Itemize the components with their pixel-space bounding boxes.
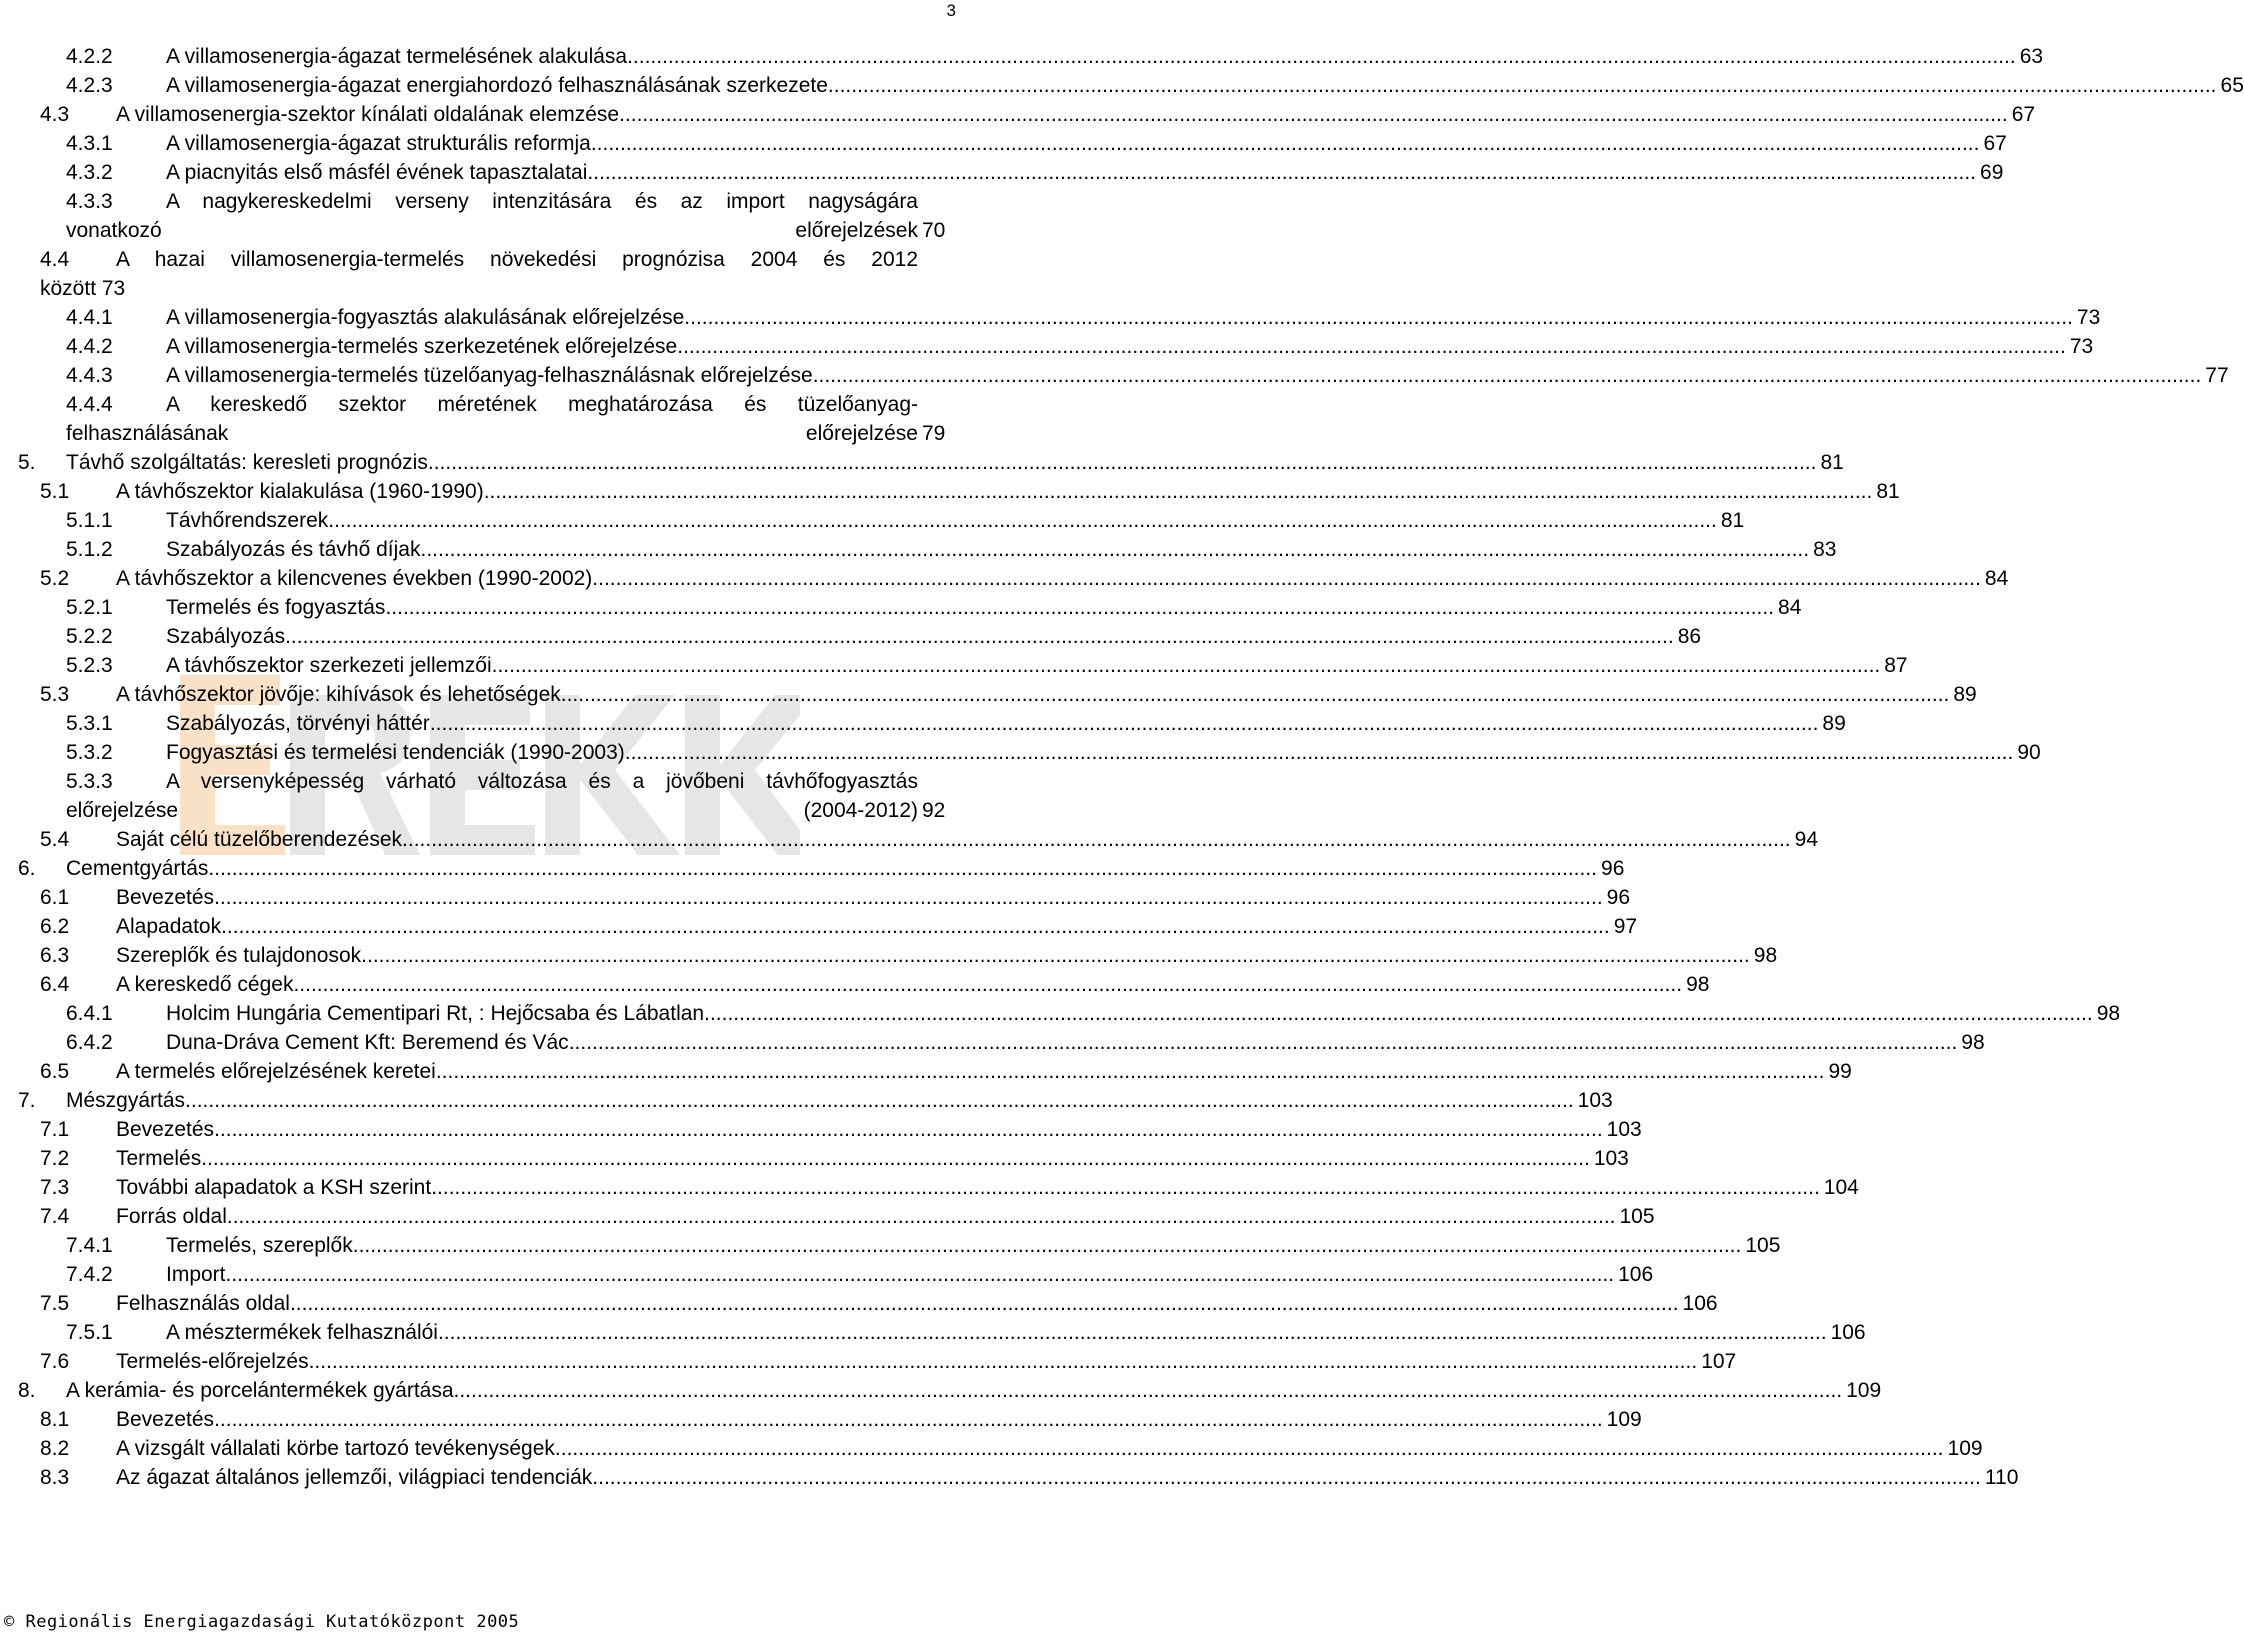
toc-entry-title: A távhőszektor a kilencvenes években (1990-2002) <box>116 567 593 590</box>
toc-entry-line <box>166 535 1837 564</box>
toc-leader-dots: .............................................................................................................................................................................................................................................. <box>226 1205 1616 1228</box>
toc-entry-line <box>66 448 1844 477</box>
toc-entry-title: Távhő szolgáltatás: keresleti prognózis <box>66 451 428 474</box>
toc-leader-dots: .............................................................................................................................................................................................................................................. <box>437 1321 1827 1344</box>
toc-entry-number: 4.4.2 <box>66 335 113 358</box>
toc-entry-page: 110 <box>1984 1466 2019 1489</box>
toc-entry-number: 5.2.2 <box>66 625 113 648</box>
toc-entry-title: Távhőrendszerek <box>166 509 329 532</box>
toc-entry-page: 73 <box>2076 306 2101 329</box>
toc-entry[interactable] <box>0 477 1900 506</box>
toc-entry-page: 89 <box>1822 712 1846 735</box>
toc-entry-line <box>166 1260 1654 1289</box>
toc-entry-title: Forrás oldal <box>116 1205 227 1228</box>
toc-entry[interactable] <box>0 1376 1882 1405</box>
toc-entry-number: 6.3 <box>40 944 70 967</box>
toc-entry-line <box>116 970 1710 999</box>
toc-entry-page: 83 <box>1813 538 1837 561</box>
toc-entry-page: 73 <box>2069 335 2094 358</box>
toc-entry-number: 5. <box>18 451 36 474</box>
toc-entry-line <box>116 477 1900 506</box>
toc-leader-dots: .............................................................................................................................................................................................................................................. <box>592 1466 1981 1489</box>
toc-leader-dots: .............................................................................................................................................................................................................................................. <box>590 132 1980 155</box>
toc-entry[interactable] <box>0 100 2036 129</box>
toc-entry-line <box>116 941 1778 970</box>
toc-entry-page: 103 <box>1593 1147 1629 1170</box>
toc-entry[interactable] <box>0 767 960 825</box>
toc-entry-page: 81 <box>1820 451 1844 474</box>
toc-entry-title: A villamosenergia-szektor kínálati oldalának elemzése <box>116 103 620 126</box>
toc-leader-dots: .............................................................................................................................................................................................................................................. <box>225 1263 1615 1286</box>
toc-entry-title: Szabályozás és távhő díjak <box>166 538 421 561</box>
toc-entry-page: 109 <box>1947 1437 1983 1460</box>
toc-entry-number: 6.4 <box>40 973 70 996</box>
toc-entry-line <box>166 709 1846 738</box>
toc-leader-dots: .............................................................................................................................................................................................................................................. <box>293 973 1683 996</box>
toc-leader-dots: .............................................................................................................................................................................................................................................. <box>214 1408 1603 1431</box>
toc-entry[interactable] <box>0 535 1837 564</box>
toc-entry-line <box>116 1347 1737 1376</box>
toc-entry[interactable] <box>0 1260 1654 1289</box>
toc-entry-continuation-line <box>40 274 125 303</box>
toc-entry-continuation-line <box>66 796 946 825</box>
toc-entry-line <box>166 158 2004 187</box>
toc-entry-line <box>166 767 918 796</box>
toc-entry-number: 4.4.3 <box>66 364 113 387</box>
toc-entry-page: 89 <box>1953 683 1977 706</box>
toc-entry-number: 6. <box>18 857 36 880</box>
toc-entry[interactable] <box>0 651 1908 680</box>
toc-entry-title: Az ágazat általános jellemzői, világpiaci tendenciák <box>116 1466 593 1489</box>
toc-entry-number: 7.6 <box>40 1350 70 1373</box>
toc-entry-continuation-line <box>66 216 946 245</box>
toc-entry-page: 92 <box>922 799 946 822</box>
toc-entry-line <box>166 1231 1781 1260</box>
toc-entry-page: 69 <box>1980 161 2004 184</box>
toc-entry[interactable] <box>0 1405 1642 1434</box>
toc-entry-title: A hazai villamosenergia-termelés növekedési prognózisa 2004 és 2012 <box>116 248 918 271</box>
toc-leader-dots: .............................................................................................................................................................................................................................................. <box>491 654 1881 677</box>
toc-leader-dots: .............................................................................................................................................................................................................................................. <box>435 1060 1825 1083</box>
toc-entry-line <box>66 854 1625 883</box>
toc-entry-line <box>166 71 2244 100</box>
toc-entry-page: 106 <box>1682 1292 1718 1315</box>
toc-entry-page: 94 <box>1794 828 1818 851</box>
toc-entry-title: Termelés-előrejelzés <box>116 1350 309 1373</box>
toc-entry-line <box>116 912 1638 941</box>
toc-entry-title: A termelés előrejelzésének keretei <box>116 1060 436 1083</box>
toc-entry-number: 7.4.2 <box>66 1263 113 1286</box>
toc-entry-title: A távhőszektor szerkezeti jellemzői <box>166 654 492 677</box>
toc-entry-number: 4.2.3 <box>66 74 113 97</box>
toc-entry[interactable] <box>0 854 1625 883</box>
toc-entry[interactable] <box>0 883 1631 912</box>
toc-entry-line <box>66 1376 1882 1405</box>
toc-entry-line <box>166 303 2101 332</box>
toc-entry-title: A villamosenergia-fogyasztás alakulásának előrejelzése <box>166 306 685 329</box>
toc-entry-page: 103 <box>1577 1089 1613 1112</box>
toc-leader-dots: .............................................................................................................................................................................................................................................. <box>201 1147 1590 1170</box>
toc-leader-dots: .............................................................................................................................................................................................................................................. <box>214 1118 1603 1141</box>
toc-leader-dots: .............................................................................................................................................................................................................................................. <box>308 1350 1698 1373</box>
toc-entry-line <box>166 506 1745 535</box>
toc-entry-number: 6.5 <box>40 1060 70 1083</box>
toc-entry-title: A távhőszektor kialakulása (1960-1990) <box>116 480 484 503</box>
toc-leader-dots: .............................................................................................................................................................................................................................................. <box>289 1292 1679 1315</box>
toc-leader-dots: .............................................................................................................................................................................................................................................. <box>568 1031 1958 1054</box>
toc-entry[interactable] <box>0 1434 1983 1463</box>
toc-leader-dots: .............................................................................................................................................................................................................................................. <box>453 1379 1843 1402</box>
toc-entry-page: 70 <box>922 219 946 242</box>
toc-entry-line <box>166 622 1702 651</box>
toc-entry-page: 98 <box>2096 1002 2121 1025</box>
toc-entry-title: A kerámia- és porcelántermékek gyártása <box>66 1379 454 1402</box>
toc-leader-dots: .............................................................................................................................................................................................................................................. <box>587 161 1977 184</box>
toc-entry-page: 63 <box>2019 45 2044 68</box>
toc-entry-page: 109 <box>1606 1408 1642 1431</box>
toc-entry-title: A villamosenergia-termelés tüzelőanyag-felhasználásnak előrejelzése <box>166 364 813 387</box>
toc-entry-line <box>166 999 2121 1028</box>
toc-entry-number: 8.3 <box>40 1466 70 1489</box>
toc-entry-page: 90 <box>2017 741 2041 764</box>
footer-copyright: © Regionális Energiagazdasági Kutatóközpont 2005 <box>4 1612 520 1632</box>
toc-entry-title: A mésztermékek felhasználói <box>166 1321 438 1344</box>
toc-entry-title: A kereskedő szektor méretének meghatározása és tüzelőanyag- <box>166 393 918 416</box>
toc-entry-line <box>166 361 2229 390</box>
toc-entry-title: Duna-Dráva Cement Kft: Beremend és Vác <box>166 1031 569 1054</box>
toc-entry-line <box>116 1463 2019 1492</box>
toc-leader-dots: .............................................................................................................................................................................................................................................. <box>704 1002 2093 1025</box>
toc-entry-title: Saját célú tüzelőberendezések <box>116 828 403 851</box>
toc-entry[interactable] <box>0 1231 1781 1260</box>
toc-entry[interactable] <box>0 506 1745 535</box>
toc-leader-dots: .............................................................................................................................................................................................................................................. <box>185 1089 1574 1112</box>
toc-entry[interactable] <box>0 1028 1985 1057</box>
toc-entry-line <box>166 593 1802 622</box>
toc-entry-page: 103 <box>1606 1118 1642 1141</box>
toc-entry-title: Bevezetés <box>116 886 215 909</box>
toc-entry-number: 5.3.2 <box>66 741 113 764</box>
toc-entry-title-continuation: előrejelzése (2004-2012) <box>66 799 918 822</box>
toc-entry-line <box>166 187 918 216</box>
toc-leader-dots: .............................................................................................................................................................................................................................................. <box>431 1176 1820 1199</box>
toc-entry-line <box>116 100 2036 129</box>
toc-entry-page: 105 <box>1745 1234 1781 1257</box>
toc-leader-dots: .............................................................................................................................................................................................................................................. <box>214 886 1603 909</box>
toc-entry-line <box>116 1202 1655 1231</box>
toc-entry-number: 5.3 <box>40 683 70 706</box>
toc-entry-line <box>116 1115 1642 1144</box>
toc-entry-line <box>116 680 1977 709</box>
toc-leader-dots: .............................................................................................................................................................................................................................................. <box>208 857 1598 880</box>
toc-entry-page: 104 <box>1823 1176 1859 1199</box>
toc-leader-dots: .............................................................................................................................................................................................................................................. <box>812 364 2202 387</box>
toc-entry-line <box>116 245 918 274</box>
toc-entry-page: 106 <box>1618 1263 1654 1286</box>
toc-entry-number: 4.3.2 <box>66 161 113 184</box>
toc-entry-page: 98 <box>1686 973 1710 996</box>
toc-leader-dots: .............................................................................................................................................................................................................................................. <box>592 567 1981 590</box>
toc-entry-title-continuation: felhasználásának előrejelzése <box>66 422 918 445</box>
toc-entry-number: 5.2 <box>40 567 70 590</box>
toc-entry-line <box>166 1318 1866 1347</box>
toc-entry-number: 6.4.2 <box>66 1031 113 1054</box>
toc-entry[interactable] <box>0 361 2229 390</box>
toc-entry-number: 4.3.1 <box>66 132 113 155</box>
toc-entry-title: A távhőszektor jövője: kihívások és lehetőségek <box>116 683 561 706</box>
toc-leader-dots: .............................................................................................................................................................................................................................................. <box>624 741 2014 764</box>
toc-leader-dots: .............................................................................................................................................................................................................................................. <box>402 828 1791 851</box>
toc-entry-page: 96 <box>1601 857 1625 880</box>
toc-entry-page: 84 <box>1778 596 1802 619</box>
toc-entry[interactable] <box>0 42 2044 71</box>
toc-entry[interactable] <box>0 1173 1859 1202</box>
toc-entry-page: 86 <box>1677 625 1702 648</box>
toc-entry[interactable] <box>0 1086 1613 1115</box>
toc-entry-line <box>116 1434 1983 1463</box>
toc-entry-number: 5.1.1 <box>66 509 113 532</box>
toc-entry-line <box>166 651 1908 680</box>
toc-entry[interactable] <box>0 680 1977 709</box>
toc-leader-dots: .............................................................................................................................................................................................................................................. <box>352 1234 1742 1257</box>
toc-entry-number: 6.4.1 <box>66 1002 113 1025</box>
toc-entry-title: Felhasználás oldal <box>116 1292 290 1315</box>
toc-entry-number: 5.3.1 <box>66 712 113 735</box>
toc-entry-title: Bevezetés <box>116 1408 215 1431</box>
toc-entry-page: 107 <box>1701 1350 1737 1373</box>
toc-entry-line <box>66 1086 1613 1115</box>
toc-entry-number: 6.1 <box>40 886 70 909</box>
toc-entry[interactable] <box>0 1463 2019 1492</box>
toc-entry-number: 5.1 <box>40 480 70 503</box>
toc-entry-page: 106 <box>1830 1321 1866 1344</box>
toc-entry-line <box>166 738 2041 767</box>
toc-entry-page: 84 <box>1984 567 2009 590</box>
toc-entry-title: Szabályozás <box>166 625 286 648</box>
toc-entry[interactable] <box>0 1289 1718 1318</box>
toc-entry-page: 79 <box>922 422 946 445</box>
toc-entry-number: 5.2.3 <box>66 654 113 677</box>
toc-entry-title: Termelés <box>116 1147 202 1170</box>
toc-entry-line <box>166 390 918 419</box>
toc-entry-title: A villamosenergia-ágazat termelésének alakulása <box>166 45 628 68</box>
toc-leader-dots: .............................................................................................................................................................................................................................................. <box>285 625 1674 648</box>
page-number: 3 <box>946 1 956 20</box>
toc-entry-title: Szabályozás, törvényi háttér <box>166 712 430 735</box>
toc-entry-number: 4.4.4 <box>66 393 113 416</box>
toc-entry-number: 8.2 <box>40 1437 70 1460</box>
toc-entry-title: A versenyképesség várható változása és a jövőbeni távhőfogyasztás <box>166 770 918 793</box>
toc-entry-title: Import <box>166 1263 226 1286</box>
toc-entry-number: 5.1.2 <box>66 538 113 561</box>
toc-entry-title: Holcim Hungária Cementipari Rt, : Hejőcsaba és Lábatlan <box>166 1002 705 1025</box>
toc-entry-line <box>166 42 2044 71</box>
toc-entry[interactable] <box>0 187 960 245</box>
toc-entry-number: 4.4.1 <box>66 306 113 329</box>
toc-entry-title-continuation: között 73 <box>40 277 126 300</box>
toc-entry[interactable] <box>0 825 1818 854</box>
toc-entry[interactable] <box>0 941 1778 970</box>
toc-entry-page: 109 <box>1846 1379 1882 1402</box>
toc-entry[interactable] <box>0 970 1710 999</box>
toc-leader-dots: .............................................................................................................................................................................................................................................. <box>677 335 2066 358</box>
toc-entry-continuation-line <box>66 419 946 448</box>
toc-entry-number: 4.2.2 <box>66 45 113 68</box>
toc-leader-dots: .............................................................................................................................................................................................................................................. <box>221 915 1610 938</box>
toc-entry-title: Cementgyártás <box>66 857 209 880</box>
toc-entry-number: 7. <box>18 1089 36 1112</box>
toc-entry-title: A villamosenergia-ágazat energiahordozó felhasználásának szerkezete <box>166 74 828 97</box>
toc-entry-line <box>166 1028 1985 1057</box>
toc-entry-title: Szereplők és tulajdonosok <box>116 944 362 967</box>
toc-entry-number: 4.4 <box>40 248 70 271</box>
toc-entry-title: A piacnyitás első másfél évének tapasztalatai <box>166 161 588 184</box>
toc-entry[interactable] <box>0 1144 1629 1173</box>
toc-entry-title: Fogyasztási és termelési tendenciák (1990-2003) <box>166 741 625 764</box>
toc-entry-page: 99 <box>1828 1060 1852 1083</box>
toc-entry-number: 7.2 <box>40 1147 70 1170</box>
toc-entry-title: Termelés, szereplők <box>166 1234 353 1257</box>
toc-entry-page: 67 <box>2011 103 2036 126</box>
toc-entry-title: Termelés és fogyasztás <box>166 596 386 619</box>
toc-entry[interactable] <box>0 390 960 448</box>
toc-entry[interactable] <box>0 593 1802 622</box>
toc-entry-number: 5.3.3 <box>66 770 113 793</box>
toc-entry-page: 87 <box>1884 654 1908 677</box>
toc-entry[interactable] <box>0 1347 1737 1376</box>
toc-entry-number: 7.5 <box>40 1292 70 1315</box>
toc-entry-page: 96 <box>1606 886 1631 909</box>
toc-entry-title: Mészgyártás <box>66 1089 186 1112</box>
toc-entry-number: 4.3.3 <box>66 190 113 213</box>
toc-entry[interactable] <box>0 564 2009 593</box>
toc-entry-number: 7.4 <box>40 1205 70 1228</box>
toc-entry-number: 5.2.1 <box>66 596 113 619</box>
toc-leader-dots: .............................................................................................................................................................................................................................................. <box>427 451 1817 474</box>
toc-leader-dots: .............................................................................................................................................................................................................................................. <box>483 480 1873 503</box>
toc-entry-title: A kereskedő cégek <box>116 973 294 996</box>
toc-entry[interactable] <box>0 1318 1866 1347</box>
toc-entry-page: 81 <box>1876 480 1900 503</box>
toc-entry[interactable] <box>0 1057 1852 1086</box>
toc-entry[interactable] <box>0 158 2004 187</box>
toc-entry[interactable] <box>0 912 1638 941</box>
toc-entry[interactable] <box>0 709 1846 738</box>
toc-entry-number: 7.3 <box>40 1176 70 1199</box>
toc-entry-title: A villamosenergia-termelés szerkezetének előrejelzése <box>166 335 678 358</box>
toc-entry-title: További alapadatok a KSH szerint <box>116 1176 432 1199</box>
toc-entry-page: 105 <box>1619 1205 1655 1228</box>
toc-entry[interactable] <box>0 622 1702 651</box>
toc-entry[interactable] <box>0 1202 1655 1231</box>
toc-entry-line <box>166 129 2007 158</box>
toc-leader-dots: .............................................................................................................................................................................................................................................. <box>420 538 1810 561</box>
toc-entry-title: A nagykereskedelmi verseny intenzitására és az import nagyságára <box>166 190 918 213</box>
toc-entry-number: 7.4.1 <box>66 1234 113 1257</box>
toc-leader-dots: .............................................................................................................................................................................................................................................. <box>619 103 2008 126</box>
toc-entry-line <box>116 1144 1629 1173</box>
toc-entry-page: 98 <box>1961 1031 1985 1054</box>
toc-entry[interactable] <box>0 1115 1642 1144</box>
toc-leader-dots: .............................................................................................................................................................................................................................................. <box>827 74 2217 97</box>
toc-entry-line <box>116 1405 1642 1434</box>
table-of-contents <box>0 42 2244 1492</box>
toc-entry-page: 81 <box>1720 509 1745 532</box>
toc-entry[interactable] <box>0 71 2244 100</box>
toc-entry-line <box>116 564 2009 593</box>
toc-leader-dots: .............................................................................................................................................................................................................................................. <box>328 509 1717 532</box>
toc-entry-number: 7.5.1 <box>66 1321 113 1344</box>
toc-leader-dots: .............................................................................................................................................................................................................................................. <box>627 45 2016 68</box>
toc-leader-dots: .............................................................................................................................................................................................................................................. <box>560 683 1950 706</box>
toc-entry-number: 8.1 <box>40 1408 70 1431</box>
toc-entry-line <box>116 883 1631 912</box>
toc-entry-line <box>166 332 2094 361</box>
toc-entry-page: 65 <box>2220 74 2244 97</box>
toc-entry-page: 97 <box>1613 915 1638 938</box>
toc-entry-title: A villamosenergia-ágazat strukturális reformja <box>166 132 591 155</box>
toc-entry[interactable] <box>0 738 2041 767</box>
toc-leader-dots: .............................................................................................................................................................................................................................................. <box>684 306 2073 329</box>
toc-entry-line <box>116 1173 1859 1202</box>
toc-leader-dots: .............................................................................................................................................................................................................................................. <box>554 1437 1944 1460</box>
toc-entry-number: 6.2 <box>40 915 70 938</box>
toc-entry-line <box>116 1057 1852 1086</box>
toc-entry[interactable] <box>0 999 2121 1028</box>
toc-entry-line <box>116 1289 1718 1318</box>
toc-entry[interactable] <box>0 448 1844 477</box>
toc-leader-dots: .............................................................................................................................................................................................................................................. <box>385 596 1775 619</box>
toc-entry-title: Alapadatok <box>116 915 222 938</box>
toc-entry-title-continuation: vonatkozó előrejelzések <box>66 219 918 242</box>
toc-entry-number: 8. <box>18 1379 36 1402</box>
toc-entry-page: 67 <box>1983 132 2007 155</box>
toc-entry-page: 77 <box>2205 364 2229 387</box>
toc-entry-number: 7.1 <box>40 1118 70 1141</box>
toc-entry[interactable] <box>0 129 2007 158</box>
toc-entry-title: A vizsgált vállalati körbe tartozó tevékenységek <box>116 1437 555 1460</box>
toc-entry-title: Bevezetés <box>116 1118 215 1141</box>
toc-entry-number: 5.4 <box>40 828 70 851</box>
toc-entry[interactable] <box>0 245 960 303</box>
toc-entry[interactable] <box>0 332 2094 361</box>
toc-leader-dots: .............................................................................................................................................................................................................................................. <box>361 944 1750 967</box>
toc-entry-number: 4.3 <box>40 103 70 126</box>
toc-leader-dots: .............................................................................................................................................................................................................................................. <box>429 712 1819 735</box>
toc-entry-line <box>116 825 1818 854</box>
toc-entry-page: 98 <box>1753 944 1778 967</box>
toc-entry[interactable] <box>0 303 2101 332</box>
